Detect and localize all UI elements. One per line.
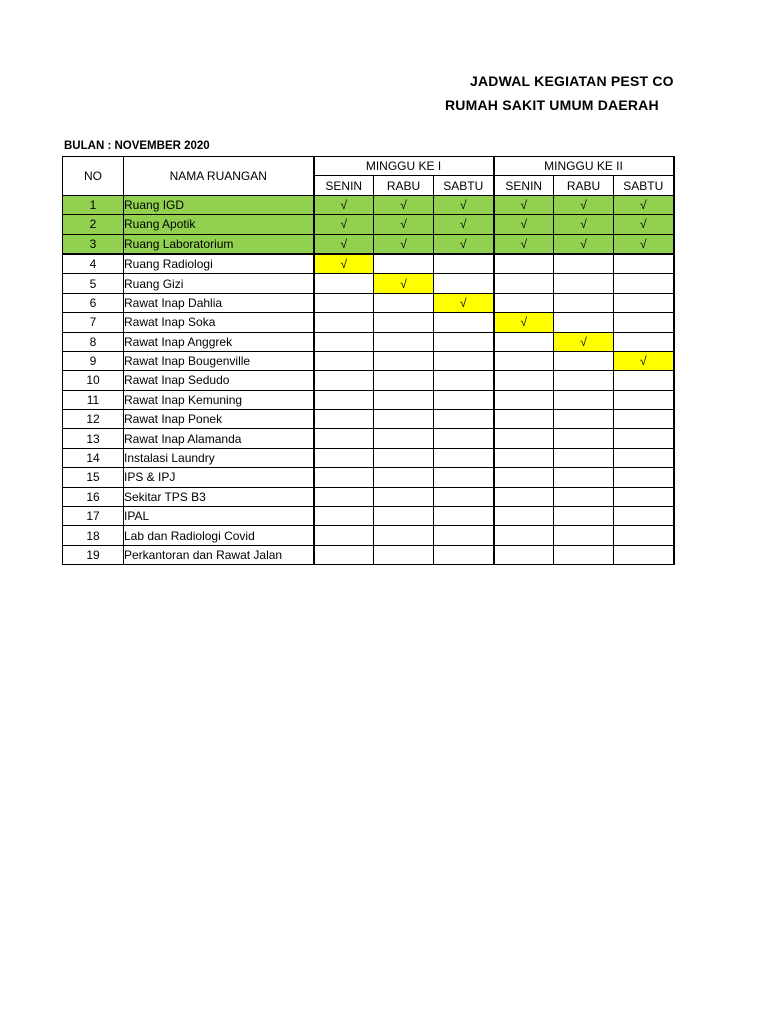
schedule-cell xyxy=(614,429,674,448)
schedule-cell xyxy=(374,507,434,526)
room-name: IPAL xyxy=(124,507,314,526)
room-name: Sekitar TPS B3 xyxy=(124,487,314,506)
header-day: SENIN xyxy=(314,176,374,195)
schedule-cell xyxy=(614,468,674,487)
schedule-check-mark: √ xyxy=(374,215,434,234)
document-subtitle-text: RUMAH SAKIT UMUM DAERAH xyxy=(445,97,659,113)
schedule-cell xyxy=(314,429,374,448)
schedule-cell xyxy=(554,468,614,487)
schedule-check-mark: √ xyxy=(374,195,434,214)
schedule-check-mark: √ xyxy=(314,254,374,274)
schedule-cell xyxy=(554,274,614,293)
schedule-cell xyxy=(554,526,614,545)
schedule-cell xyxy=(614,332,674,351)
table-row xyxy=(63,313,674,332)
schedule-check-mark: √ xyxy=(434,293,494,312)
schedule-check-mark: √ xyxy=(614,195,674,214)
schedule-check-mark: √ xyxy=(554,332,614,351)
schedule-check-mark: √ xyxy=(554,195,614,214)
table-row xyxy=(63,332,674,351)
schedule-cell xyxy=(434,254,494,274)
schedule-check-mark: √ xyxy=(614,351,674,370)
schedule-cell xyxy=(434,351,494,370)
schedule-cell xyxy=(614,390,674,409)
schedule-cell xyxy=(614,545,674,564)
schedule-cell xyxy=(314,468,374,487)
schedule-cell xyxy=(314,487,374,506)
table-row xyxy=(63,507,674,526)
schedule-cell xyxy=(494,448,554,467)
month-label: BULAN : NOVEMBER 2020 xyxy=(64,140,210,152)
schedule-cell xyxy=(614,410,674,429)
schedule-check-mark: √ xyxy=(374,274,434,293)
schedule-cell xyxy=(554,390,614,409)
header-day: SENIN xyxy=(494,176,554,195)
schedule-cell xyxy=(434,332,494,351)
schedule-cell xyxy=(554,448,614,467)
table-row xyxy=(63,468,674,487)
header-day: RABU xyxy=(374,176,434,195)
document-title-text: JADWAL KEGIATAN PEST CO xyxy=(470,73,674,89)
schedule-cell xyxy=(614,526,674,545)
schedule-cell xyxy=(554,487,614,506)
schedule-check-mark: √ xyxy=(554,234,614,254)
schedule-check-mark: √ xyxy=(434,234,494,254)
row-number: 15 xyxy=(63,468,124,487)
table-row xyxy=(63,448,674,467)
schedule-cell xyxy=(614,371,674,390)
schedule-check-mark: √ xyxy=(314,234,374,254)
schedule-cell xyxy=(554,313,614,332)
schedule-cell xyxy=(374,487,434,506)
room-name: Instalasi Laundry xyxy=(124,448,314,467)
room-name: Rawat Inap Anggrek xyxy=(124,332,314,351)
room-name: Ruang Laboratorium xyxy=(124,234,314,254)
schedule-cell xyxy=(614,274,674,293)
room-name: Lab dan Radiologi Covid xyxy=(124,526,314,545)
table-row xyxy=(63,351,674,370)
header-no: NO xyxy=(63,157,124,196)
schedule-cell xyxy=(314,507,374,526)
schedule-cell xyxy=(494,332,554,351)
row-number: 3 xyxy=(63,234,124,254)
table-row xyxy=(63,293,674,312)
row-number: 14 xyxy=(63,448,124,467)
schedule-cell xyxy=(374,332,434,351)
schedule-cell xyxy=(614,254,674,274)
schedule-cell xyxy=(314,274,374,293)
room-name: Ruang IGD xyxy=(124,195,314,214)
schedule-cell xyxy=(434,313,494,332)
schedule-cell xyxy=(314,293,374,312)
schedule-check-mark: √ xyxy=(314,215,374,234)
table-row xyxy=(63,254,674,274)
schedule-cell xyxy=(314,526,374,545)
schedule-cell xyxy=(314,545,374,564)
table-row xyxy=(63,429,674,448)
schedule-cell xyxy=(314,448,374,467)
schedule-cell xyxy=(374,390,434,409)
schedule-check-mark: √ xyxy=(494,313,554,332)
schedule-cell xyxy=(554,545,614,564)
schedule-check-mark: √ xyxy=(614,234,674,254)
schedule-check-mark: √ xyxy=(494,195,554,214)
schedule-cell xyxy=(614,313,674,332)
table-row xyxy=(63,234,674,254)
room-name: Rawat Inap Dahlia xyxy=(124,293,314,312)
schedule-cell xyxy=(494,274,554,293)
schedule-cell xyxy=(314,313,374,332)
room-name: Ruang Radiologi xyxy=(124,254,314,274)
schedule-cell xyxy=(494,371,554,390)
schedule-cell xyxy=(434,487,494,506)
schedule-cell xyxy=(494,254,554,274)
header-week-1: MINGGU KE I xyxy=(314,157,494,176)
row-number: 19 xyxy=(63,545,124,564)
schedule-check-mark: √ xyxy=(314,195,374,214)
header-row-weeks xyxy=(63,157,674,176)
schedule-cell xyxy=(494,507,554,526)
schedule-cell xyxy=(554,351,614,370)
schedule-cell xyxy=(374,448,434,467)
room-name: Rawat Inap Alamanda xyxy=(124,429,314,448)
row-number: 10 xyxy=(63,371,124,390)
row-number: 12 xyxy=(63,410,124,429)
schedule-check-mark: √ xyxy=(614,215,674,234)
table-row xyxy=(63,215,674,234)
schedule-cell xyxy=(554,293,614,312)
schedule-cell xyxy=(614,507,674,526)
schedule-cell xyxy=(494,468,554,487)
schedule-cell xyxy=(494,487,554,506)
header-day: RABU xyxy=(554,176,614,195)
table-row xyxy=(63,545,674,564)
schedule-cell xyxy=(494,526,554,545)
room-name: Ruang Apotik xyxy=(124,215,314,234)
schedule-cell xyxy=(554,507,614,526)
table-row xyxy=(63,390,674,409)
schedule-cell xyxy=(434,468,494,487)
schedule-cell xyxy=(554,429,614,448)
schedule-check-mark: √ xyxy=(434,195,494,214)
room-name: IPS & IPJ xyxy=(124,468,314,487)
header-day: SABTU xyxy=(614,176,674,195)
room-name: Rawat Inap Ponek xyxy=(124,410,314,429)
schedule-cell xyxy=(374,351,434,370)
row-number: 1 xyxy=(63,195,124,214)
row-number: 8 xyxy=(63,332,124,351)
schedule-cell xyxy=(314,332,374,351)
schedule-cell xyxy=(314,351,374,370)
schedule-cell xyxy=(374,254,434,274)
schedule-cell xyxy=(374,429,434,448)
schedule-check-mark: √ xyxy=(374,234,434,254)
document-subtitle xyxy=(0,97,677,117)
room-name: Rawat Inap Bougenville xyxy=(124,351,314,370)
table-row xyxy=(63,371,674,390)
schedule-cell xyxy=(554,410,614,429)
schedule-cell xyxy=(554,254,614,274)
schedule-cell xyxy=(434,371,494,390)
schedule-cell xyxy=(494,410,554,429)
schedule-cell xyxy=(434,526,494,545)
table-row xyxy=(63,487,674,506)
schedule-cell xyxy=(434,507,494,526)
schedule-cell xyxy=(434,429,494,448)
schedule-cell xyxy=(494,351,554,370)
schedule-cell xyxy=(374,545,434,564)
schedule-cell xyxy=(434,448,494,467)
row-number: 7 xyxy=(63,313,124,332)
schedule-cell xyxy=(434,410,494,429)
schedule-cell xyxy=(374,526,434,545)
room-name: Rawat Inap Sedudo xyxy=(124,371,314,390)
header-week-2: MINGGU KE II xyxy=(494,157,674,176)
header-day: SABTU xyxy=(434,176,494,195)
schedule-cell xyxy=(314,371,374,390)
schedule-check-mark: √ xyxy=(434,215,494,234)
schedule-cell xyxy=(314,410,374,429)
room-name: Rawat Inap Soka xyxy=(124,313,314,332)
schedule-cell xyxy=(374,313,434,332)
schedule-check-mark: √ xyxy=(494,215,554,234)
schedule-cell xyxy=(434,274,494,293)
table-row xyxy=(63,274,674,293)
room-name: Rawat Inap Kemuning xyxy=(124,390,314,409)
schedule-cell xyxy=(494,545,554,564)
schedule-cell xyxy=(374,293,434,312)
schedule-body xyxy=(63,195,674,564)
schedule-cell xyxy=(614,293,674,312)
row-number: 2 xyxy=(63,215,124,234)
schedule-cell xyxy=(314,390,374,409)
schedule-cell xyxy=(494,390,554,409)
schedule-cell xyxy=(434,390,494,409)
schedule-cell xyxy=(434,545,494,564)
table-row xyxy=(63,195,674,214)
room-name: Perkantoran dan Rawat Jalan xyxy=(124,545,314,564)
row-number: 16 xyxy=(63,487,124,506)
row-number: 18 xyxy=(63,526,124,545)
row-number: 13 xyxy=(63,429,124,448)
row-number: 5 xyxy=(63,274,124,293)
schedule-cell xyxy=(614,448,674,467)
schedule-check-mark: √ xyxy=(494,234,554,254)
room-name: Ruang Gizi xyxy=(124,274,314,293)
schedule-cell xyxy=(494,429,554,448)
row-number: 4 xyxy=(63,254,124,274)
row-number: 9 xyxy=(63,351,124,370)
schedule-cell xyxy=(554,371,614,390)
table-row xyxy=(63,526,674,545)
schedule-cell xyxy=(374,410,434,429)
schedule-cell xyxy=(614,487,674,506)
row-number: 17 xyxy=(63,507,124,526)
row-number: 11 xyxy=(63,390,124,409)
table-row xyxy=(63,410,674,429)
schedule-table xyxy=(62,156,675,565)
document-title xyxy=(0,73,677,93)
header-room-name: NAMA RUANGAN xyxy=(124,157,314,196)
schedule-cell xyxy=(374,371,434,390)
schedule-check-mark: √ xyxy=(554,215,614,234)
schedule-cell xyxy=(374,468,434,487)
row-number: 6 xyxy=(63,293,124,312)
schedule-cell xyxy=(494,293,554,312)
